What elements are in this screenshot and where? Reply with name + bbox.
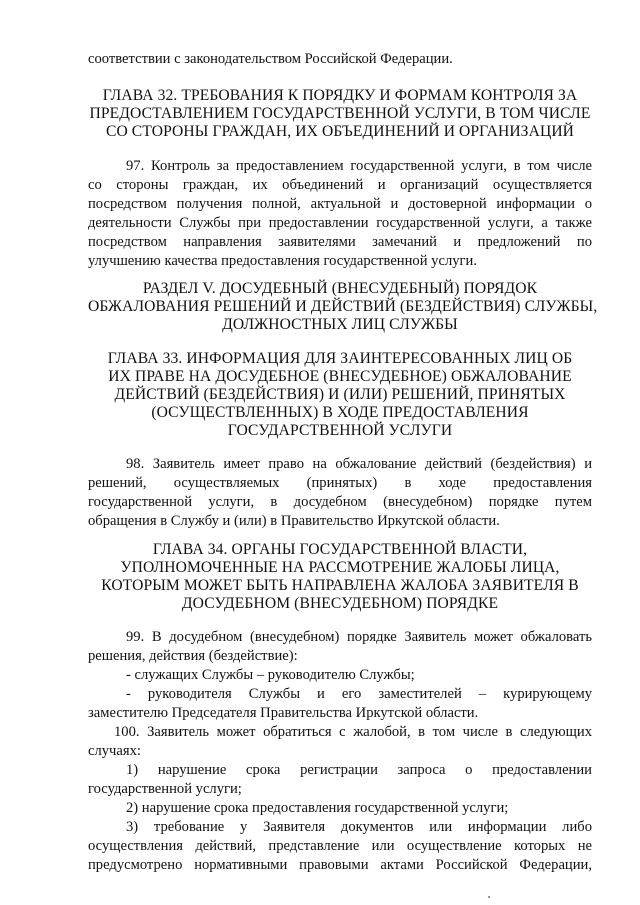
- heading-line: РАЗДЕЛ V. ДОСУДЕБНЫЙ (ВНЕСУДЕБНЫЙ) ПОРЯДОК: [142, 280, 538, 297]
- heading-line: ПРЕДОСТАВЛЕНИЕМ ГОСУДАРСТВЕННОЙ УСЛУГИ, В ТОМ ЧИСЛЕ: [89, 105, 591, 122]
- list-item: - руководителя Службы и его заместителей – курирующему: [126, 686, 592, 702]
- heading-line: ГОСУДАРСТВЕННОЙ УСЛУГИ: [227, 422, 453, 439]
- paragraph-line: 100. Заявитель может обратиться с жалобой, в том числе в следующих: [114, 724, 592, 740]
- heading-line: (ОСУЩЕСТВЛЕННЫХ) В ХОДЕ ПРЕДОСТАВЛЕНИЯ: [151, 404, 529, 421]
- paragraph-line: государственной услуги;: [88, 781, 242, 797]
- heading-line: ДОСУДЕБНОМ (ВНЕСУДЕБНОМ) ПОРЯДКЕ: [181, 595, 499, 612]
- paragraph-line: обращения в Службу и (или) в Правительство Иркутской области.: [88, 513, 500, 529]
- paragraph-line: решений, осуществляемых (принятых) в ходе предоставления: [88, 475, 592, 491]
- paragraph-line: улучшению качества предоставления государственной услуги.: [88, 253, 477, 269]
- paragraph-line: государственной услуги, в досудебном (внесудебном) порядке путем: [88, 494, 592, 510]
- paragraph-line: решения, действия (бездействие):: [88, 648, 298, 664]
- heading-line: СО СТОРОНЫ ГРАЖДАН, ИХ ОБЪЕДИНЕНИЙ И ОРГАНИЗАЦИЙ: [105, 123, 575, 140]
- heading-line: ГЛАВА 33. ИНФОРМАЦИЯ ДЛЯ ЗАИНТЕРЕСОВАННЫХ ЛИЦ ОБ: [107, 350, 573, 367]
- heading-line: ИХ ПРАВЕ НА ДОСУДЕБНОЕ (ВНЕСУДЕБНОЕ) ОБЖАЛОВАНИЕ: [108, 368, 572, 385]
- heading-line: ДОЛЖНОСТНЫХ ЛИЦ СЛУЖБЫ: [222, 316, 458, 333]
- list-item: - служащих Службы – руководителю Службы;: [126, 667, 415, 683]
- text-line-continuation: соответствии с законодательством Российской Федерации.: [88, 51, 453, 67]
- paragraph-line: осуществления действий, представление или осуществление которых не: [88, 838, 592, 854]
- paragraph-line: со стороны граждан, их объединений и организаций осуществляется: [88, 177, 592, 193]
- paragraph-line: заместителю Председателя Правительства Иркутской области.: [88, 705, 479, 721]
- paragraph-line: 97. Контроль за предоставлением государственной услуги, в том числе: [126, 158, 592, 174]
- paragraph-line: деятельности Службы при предоставлении государственной услуги, а также: [88, 215, 592, 231]
- paragraph-line: 98. Заявитель имеет право на обжалование действий (бездействия) и: [126, 456, 592, 472]
- heading-line: УПОЛНОМОЧЕННЫЕ НА РАССМОТРЕНИЕ ЖАЛОБЫ ЛИЦА,: [120, 559, 560, 576]
- heading-line: ГЛАВА 32. ТРЕБОВАНИЯ К ПОРЯДКУ И ФОРМАМ КОНТРОЛЯ ЗА: [102, 87, 578, 104]
- paragraph-line: случаях:: [88, 743, 141, 759]
- heading-line: ОБЖАЛОВАНИЯ РЕШЕНИЙ И ДЕЙСТВИЙ (БЕЗДЕЙСТВИЯ) СЛУЖБЫ,: [88, 298, 598, 315]
- heading-line: ДЕЙСТВИЙ (БЕЗДЕЙСТВИЯ) И (ИЛИ) РЕШЕНИЙ, ПРИНЯТЫХ: [114, 386, 566, 403]
- scan-speck: [488, 896, 490, 898]
- list-item: 1) нарушение срока регистрации запроса о предоставлении: [126, 762, 592, 778]
- heading-line: ГЛАВА 34. ОРГАНЫ ГОСУДАРСТВЕННОЙ ВЛАСТИ,: [152, 541, 528, 558]
- paragraph-line: предусмотрено нормативными правовыми актами Российской Федерации,: [88, 857, 592, 873]
- paragraph-line: 99. В досудебном (внесудебном) порядке Заявитель может обжаловать: [126, 629, 592, 645]
- paragraph-line: посредством получения полной, актуальной и достоверной информации о: [88, 196, 592, 212]
- heading-line: КОТОРЫМ МОЖЕТ БЫТЬ НАПРАВЛЕНА ЖАЛОБА ЗАЯВИТЕЛЯ В: [101, 577, 579, 594]
- list-item: 3) требование у Заявителя документов или информации либо: [126, 819, 592, 835]
- list-item: 2) нарушение срока предоставления государственной услуги;: [126, 800, 509, 816]
- paragraph-line: посредством направления заявителями замечаний и предложений по: [88, 234, 592, 250]
